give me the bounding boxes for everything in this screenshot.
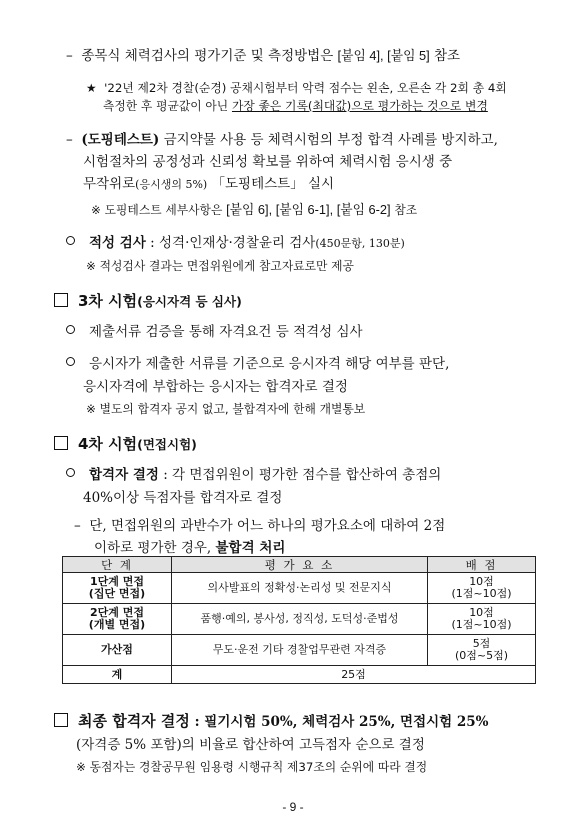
appendix-reference: [붙임 6], [붙임 6-1], [붙임 6-2] [226, 202, 391, 217]
document-review-line: 제출서류 검증을 통해 자격요건 등 적격성 심사 [66, 320, 363, 340]
circle-bullet-icon [66, 236, 75, 245]
dash-bullet: – [74, 518, 81, 534]
star-icon: ★ [86, 81, 97, 95]
aptitude-test-note: ※ 적성검사 결과는 면접위원에게 참고자료로만 제공 [86, 259, 354, 273]
score-cell: 10점 (1점~10점) [428, 573, 536, 604]
table-row [63, 604, 536, 635]
table-total-row [63, 666, 536, 684]
score-cell: 5점 (0점~5점) [428, 635, 536, 666]
total-label-cell: 계 [63, 666, 172, 684]
doping-test-line3: 무작위로(응시생의 5%) 「도핑테스트」 실시 [83, 176, 335, 192]
appendix-reference: [붙임 4], [붙임 5] [337, 48, 430, 63]
total-value-cell: 25점 [172, 666, 536, 684]
pass-decision-line2: 40%이상 득점자를 합격자로 결정 [83, 490, 283, 506]
star-note-line2: 측정한 후 평균값이 아닌 가장 좋은 기록(최대값)으로 평가하는 것으로 변경 [103, 99, 488, 113]
table-header-row [63, 557, 536, 573]
fail-condition-line1: – 단, 면접위원의 과반수가 어느 하나의 평가요소에 대하여 2점 [74, 518, 446, 534]
aptitude-test-line: 적성 검사 : 성격·인재상·경찰윤리 검사(450문항, 130분) [66, 231, 405, 251]
circle-bullet-icon [66, 325, 75, 334]
square-bullet-icon [54, 713, 68, 727]
section-heading-final: 최종 합격자 결정 : 필기시험 50%, 체력검사 25%, 면접시험 25% [54, 710, 489, 731]
element-cell: 품행·예의, 봉사성, 정직성, 도덕성·준법성 [172, 604, 428, 635]
eligibility-note: ※ 별도의 합격자 공지 없고, 불합격자에 한해 개별통보 [86, 402, 366, 416]
doping-test-line2: 시험절차의 공정성과 신뢰성 확보를 위하여 체력시험 응시생 중 [83, 154, 453, 170]
square-bullet-icon [54, 293, 68, 307]
table-header-score: 배 점 [428, 557, 536, 573]
table-header-element: 평 가 요 소 [172, 557, 428, 573]
stage-cell: 가산점 [63, 635, 172, 666]
doping-test-note: ※ 도핑테스트 세부사항은 [붙임 6], [붙임 6-1], [붙임 6-2] 참조 [91, 202, 418, 217]
eligibility-line2: 응시자격에 부합하는 응시자는 합격자로 결정 [83, 379, 348, 395]
table-header-stage: 단 계 [63, 557, 172, 573]
final-decision-line2: (자격증 5% 포함)의 비율로 합산하여 고득점자 순으로 결정 [76, 737, 425, 753]
dash-bullet: – [66, 132, 73, 148]
square-bullet-icon [54, 436, 68, 450]
doping-test-line1: – (도핑테스트) 금지약물 사용 등 체력시험의 부정 합격 사례를 방지하고, [66, 132, 498, 148]
pass-decision-line1: 합격자 결정 : 각 면접위원이 평가한 점수를 합산하여 총점의 [66, 463, 441, 483]
section-heading-3rd: 3차 시험(응시자격 등 심사) [54, 290, 242, 311]
underlined-change: 가장 좋은 기록(최대값)으로 평가하는 것으로 변경 [231, 99, 488, 113]
stage-cell: 1단계 면접 (집단 면접) [63, 573, 172, 604]
page-number: - 9 - [282, 800, 304, 814]
star-note-line1: ★ '22년 제2차 경찰(순경) 공채시험부터 악력 점수는 왼손, 오른손 각 2회 총 4회 [86, 81, 507, 95]
element-cell: 무도·운전 기타 경찰업무관련 자격증 [172, 635, 428, 666]
table-row [63, 573, 536, 604]
table-row [63, 635, 536, 666]
eligibility-line1: 응시자가 제출한 서류를 기준으로 응시자격 해당 여부를 판단, [66, 352, 449, 372]
interview-evaluation-table [62, 556, 536, 684]
score-cell: 10점 (1점~10점) [428, 604, 536, 635]
circle-bullet-icon [66, 468, 75, 477]
tie-break-note: ※ 동점자는 경찰공무원 임용령 시행규칙 제37조의 순위에 따라 결정 [76, 760, 428, 774]
dash-bullet: – [66, 48, 73, 64]
element-cell: 의사발표의 정확성·논리성 및 전문지식 [172, 573, 428, 604]
circle-bullet-icon [66, 357, 75, 366]
fail-condition-line2: 이하로 평가한 경우, 불합격 처리 [94, 540, 286, 556]
section-heading-4th: 4차 시험(면접시험) [54, 433, 197, 454]
item-scoring-reference: – 종목식 체력검사의 평가기준 및 측정방법은 [붙임 4], [붙임 5] 참조 [66, 48, 461, 64]
stage-cell: 2단계 면접 (개별 면접) [63, 604, 172, 635]
